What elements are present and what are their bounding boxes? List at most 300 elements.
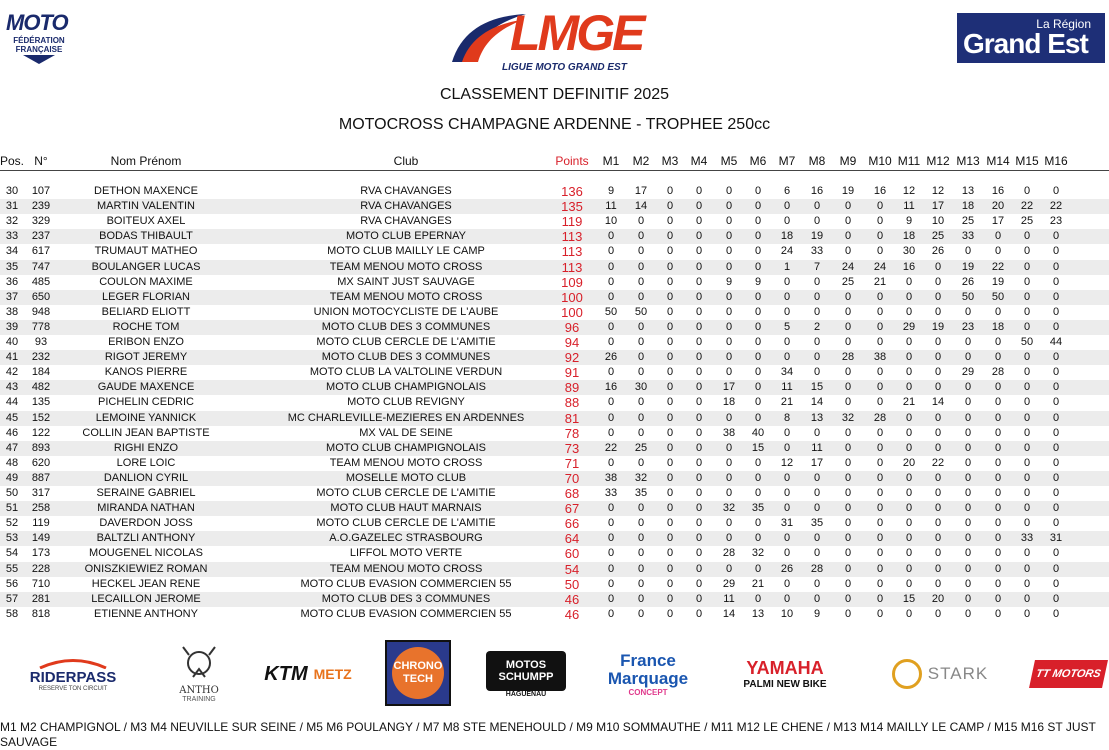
cell-pos: 33 <box>5 230 19 242</box>
table-row <box>0 426 1109 441</box>
cell-m3: 0 <box>666 261 674 273</box>
cell-name: BALTZLI ANTHONY <box>96 532 196 544</box>
cell-m2: 25 <box>634 442 648 454</box>
cell-m13: 0 <box>964 336 972 348</box>
cell-m14: 0 <box>994 487 1002 499</box>
cell-m12: 0 <box>934 563 942 575</box>
cell-m4: 0 <box>695 321 703 333</box>
cell-m7: 10 <box>780 608 794 620</box>
cell-m7: 5 <box>783 321 791 333</box>
cell-m15: 25 <box>1020 215 1034 227</box>
cell-m4: 0 <box>695 593 703 605</box>
cell-m4: 0 <box>695 517 703 529</box>
cell-m16: 0 <box>1052 276 1060 288</box>
col-m1: M1 <box>602 154 620 168</box>
cell-m14: 0 <box>994 517 1002 529</box>
grand-est-line2: Grand Est <box>963 28 1088 59</box>
cell-m8: 0 <box>813 336 821 348</box>
cell-num: 149 <box>31 532 51 544</box>
cell-m6: 0 <box>754 185 762 197</box>
cell-m16: 0 <box>1052 547 1060 559</box>
cell-m10: 0 <box>876 381 884 393</box>
cell-points: 64 <box>564 531 580 546</box>
cell-m9: 0 <box>844 457 852 469</box>
cell-m3: 0 <box>666 457 674 469</box>
cell-m15: 0 <box>1023 396 1031 408</box>
cell-m1: 0 <box>607 502 615 514</box>
col-m6: M6 <box>749 154 767 168</box>
cell-m15: 0 <box>1023 578 1031 590</box>
cell-club: MOTO CLUB REVIGNY <box>347 396 465 408</box>
cell-club: MOTO CLUB EVASION COMMERCIEN 55 <box>300 608 512 620</box>
cell-points: 100 <box>561 305 583 320</box>
table-row <box>0 501 1109 516</box>
cell-m14: 22 <box>991 261 1005 273</box>
cell-name: BODAS THIBAULT <box>99 230 193 242</box>
cell-m15: 0 <box>1023 291 1031 303</box>
cell-m2: 0 <box>637 276 645 288</box>
cell-m13: 33 <box>961 230 975 242</box>
cell-m11: 0 <box>905 547 913 559</box>
cell-m2: 0 <box>637 291 645 303</box>
antho-name: ANTHO <box>179 685 219 696</box>
cell-m6: 0 <box>754 306 762 318</box>
cell-m5: 0 <box>725 291 733 303</box>
cell-m7: 0 <box>783 276 791 288</box>
cell-m2: 0 <box>637 427 645 439</box>
cell-num: 173 <box>31 547 51 559</box>
cell-m12: 22 <box>931 457 945 469</box>
cell-name: DANLION CYRIL <box>103 472 189 484</box>
cell-m13: 0 <box>964 306 972 318</box>
cell-pos: 51 <box>5 502 19 514</box>
yamaha-name: YAMAHA <box>746 658 824 678</box>
sponsor-tt-motors <box>1030 640 1106 708</box>
cell-m6: 0 <box>754 215 762 227</box>
cell-m12: 0 <box>934 442 942 454</box>
cell-pos: 58 <box>5 608 19 620</box>
tt-motors-name: TT MOTORS <box>1029 660 1108 688</box>
chrono-tech-name: CHRONO TECH <box>392 647 444 699</box>
cell-m16: 0 <box>1052 578 1060 590</box>
cell-club: MOTO CLUB CERCLE DE L'AMITIE <box>316 336 496 348</box>
cell-name: MARTIN VALENTIN <box>97 200 195 212</box>
cell-m14: 0 <box>994 442 1002 454</box>
cell-m2: 0 <box>637 351 645 363</box>
cell-m13: 0 <box>964 487 972 499</box>
cell-m1: 0 <box>607 532 615 544</box>
table-row <box>0 260 1109 275</box>
cell-club: MOTO CLUB CHAMPIGNOLAIS <box>326 381 486 393</box>
sponsor-antho-training <box>168 640 230 708</box>
cell-points: 100 <box>561 290 583 305</box>
cell-m8: 14 <box>810 396 824 408</box>
cell-club: MOTO CLUB DES 3 COMMUNES <box>321 351 491 363</box>
cell-m12: 14 <box>931 396 945 408</box>
cell-m10: 0 <box>876 245 884 257</box>
cell-m13: 19 <box>961 261 975 273</box>
cell-m10: 0 <box>876 593 884 605</box>
cell-name: RIGHI ENZO <box>113 442 179 454</box>
cell-m12: 0 <box>934 472 942 484</box>
cell-m4: 0 <box>695 230 703 242</box>
cell-m14: 0 <box>994 230 1002 242</box>
col-m2: M2 <box>632 154 650 168</box>
riderpass-tagline: RESERVE TON CIRCUIT <box>38 685 108 692</box>
cell-m14: 19 <box>991 276 1005 288</box>
cell-name: HECKEL JEAN RENE <box>91 578 201 590</box>
cell-num: 135 <box>31 396 51 408</box>
cell-m6: 15 <box>751 442 765 454</box>
cell-club: RVA CHAVANGES <box>360 185 452 197</box>
cell-club: TEAM MENOU MOTO CROSS <box>329 563 483 575</box>
cell-points: 70 <box>564 471 580 486</box>
cell-m13: 0 <box>964 593 972 605</box>
cell-m15: 0 <box>1023 563 1031 575</box>
france-marquage-tagline: CONCEPT <box>628 687 668 697</box>
cell-m1: 0 <box>607 276 615 288</box>
sponsor-yamaha <box>735 640 835 708</box>
cell-num: 239 <box>31 200 51 212</box>
cell-m11: 0 <box>905 306 913 318</box>
cell-m11: 0 <box>905 442 913 454</box>
cell-m4: 0 <box>695 608 703 620</box>
cell-num: 329 <box>31 215 51 227</box>
cell-m1: 50 <box>604 306 618 318</box>
cell-m6: 0 <box>754 396 762 408</box>
cell-m4: 0 <box>695 366 703 378</box>
col-m5: M5 <box>720 154 738 168</box>
cell-num: 107 <box>31 185 51 197</box>
cell-m15: 0 <box>1023 547 1031 559</box>
table-row <box>0 592 1109 607</box>
cell-m2: 0 <box>637 336 645 348</box>
cell-m12: 0 <box>934 547 942 559</box>
cell-num: 620 <box>31 457 51 469</box>
cell-m15: 0 <box>1023 351 1031 363</box>
cell-m9: 0 <box>844 593 852 605</box>
cell-m4: 0 <box>695 185 703 197</box>
cell-pos: 54 <box>5 547 19 559</box>
cell-m8: 0 <box>813 366 821 378</box>
cell-m8: 0 <box>813 291 821 303</box>
cell-m15: 0 <box>1023 230 1031 242</box>
cell-m5: 0 <box>725 215 733 227</box>
cell-m11: 21 <box>902 396 916 408</box>
table-row <box>0 350 1109 365</box>
stark-name: STARK <box>927 664 989 683</box>
cell-m16: 0 <box>1052 261 1060 273</box>
cell-club: MOTO CLUB EPERNAY <box>345 230 466 242</box>
cell-m3: 0 <box>666 547 674 559</box>
cell-num: 122 <box>31 427 51 439</box>
cell-m11: 0 <box>905 366 913 378</box>
cell-m2: 0 <box>637 245 645 257</box>
cell-pos: 32 <box>5 215 19 227</box>
cell-club: TEAM MENOU MOTO CROSS <box>329 291 483 303</box>
cell-m9: 0 <box>844 547 852 559</box>
cell-m2: 0 <box>637 608 645 620</box>
cell-m5: 0 <box>725 487 733 499</box>
cell-m13: 0 <box>964 517 972 529</box>
col-m3: M3 <box>661 154 679 168</box>
cell-m8: 0 <box>813 472 821 484</box>
cell-m14: 0 <box>994 396 1002 408</box>
cell-m7: 24 <box>780 245 794 257</box>
cell-m9: 0 <box>844 381 852 393</box>
cell-m2: 0 <box>637 593 645 605</box>
cell-m14: 0 <box>994 336 1002 348</box>
cell-m6: 0 <box>754 532 762 544</box>
cell-m4: 0 <box>695 215 703 227</box>
cell-num: 948 <box>31 306 51 318</box>
cell-m10: 0 <box>876 487 884 499</box>
ffm-logo-text: MOTO <box>6 10 68 35</box>
cell-m10: 0 <box>876 578 884 590</box>
cell-num: 228 <box>31 563 51 575</box>
cell-m4: 0 <box>695 502 703 514</box>
cell-m2: 0 <box>637 366 645 378</box>
cell-m4: 0 <box>695 306 703 318</box>
cell-m14: 17 <box>991 215 1005 227</box>
cell-m11: 15 <box>902 593 916 605</box>
cell-m9: 32 <box>841 412 855 424</box>
cell-m13: 0 <box>964 245 972 257</box>
table-row <box>0 229 1109 244</box>
cell-m6: 0 <box>754 336 762 348</box>
cell-m1: 0 <box>607 412 615 424</box>
cell-m7: 0 <box>783 427 791 439</box>
cell-m7: 0 <box>783 487 791 499</box>
cell-m2: 0 <box>637 230 645 242</box>
cell-m3: 0 <box>666 351 674 363</box>
cell-m15: 0 <box>1023 517 1031 529</box>
cell-pos: 46 <box>5 427 19 439</box>
cell-m11: 0 <box>905 381 913 393</box>
cell-points: 113 <box>561 260 583 275</box>
cell-m3: 0 <box>666 306 674 318</box>
cell-club: MOTO CLUB LA VALTOLINE VERDUN <box>309 366 503 378</box>
table-row <box>0 562 1109 577</box>
cell-club: MX SAINT JUST SAUVAGE <box>337 276 475 288</box>
cell-name: KANOS PIERRE <box>104 366 188 378</box>
cell-m7: 0 <box>783 442 791 454</box>
cell-m11: 0 <box>905 412 913 424</box>
cell-name: LORE LOIC <box>116 457 176 469</box>
antho-tagline: TRAINING <box>182 696 216 703</box>
cell-m10: 0 <box>876 366 884 378</box>
cell-m16: 0 <box>1052 457 1060 469</box>
cell-m11: 0 <box>905 276 913 288</box>
cell-name: GAUDE MAXENCE <box>97 381 195 393</box>
cell-m3: 0 <box>666 245 674 257</box>
cell-m8: 7 <box>813 261 821 273</box>
cell-m3: 0 <box>666 276 674 288</box>
cell-pos: 35 <box>5 261 19 273</box>
cell-club: MC CHARLEVILLE-MEZIERES EN ARDENNES <box>287 412 525 424</box>
ffm-logo-subtitle: FÉDÉRATION FRANÇAISE <box>13 36 65 54</box>
cell-m7: 31 <box>780 517 794 529</box>
cell-m9: 0 <box>844 366 852 378</box>
cell-m10: 0 <box>876 563 884 575</box>
table-row <box>0 441 1109 456</box>
cell-points: 109 <box>561 275 583 290</box>
cell-m4: 0 <box>695 245 703 257</box>
cell-m1: 22 <box>604 442 618 454</box>
cell-m13: 26 <box>961 276 975 288</box>
cell-m11: 0 <box>905 563 913 575</box>
cell-m9: 0 <box>844 608 852 620</box>
cell-m2: 0 <box>637 412 645 424</box>
cell-pos: 30 <box>5 185 19 197</box>
cell-m12: 0 <box>934 578 942 590</box>
cell-m5: 0 <box>725 532 733 544</box>
cell-m14: 18 <box>991 321 1005 333</box>
cell-m15: 0 <box>1023 472 1031 484</box>
cell-m16: 0 <box>1052 442 1060 454</box>
cell-name: DETHON MAXENCE <box>94 185 198 197</box>
cell-m3: 0 <box>666 321 674 333</box>
cell-m7: 26 <box>780 563 794 575</box>
cell-m15: 0 <box>1023 487 1031 499</box>
cell-m9: 0 <box>844 306 852 318</box>
cell-m5: 0 <box>725 200 733 212</box>
cell-m1: 0 <box>607 261 615 273</box>
cell-m4: 0 <box>695 412 703 424</box>
cell-m2: 17 <box>634 185 648 197</box>
cell-m16: 0 <box>1052 502 1060 514</box>
ffm-chevron-icon <box>23 55 55 64</box>
cell-points: 89 <box>564 380 580 395</box>
cell-name: BOULANGER LUCAS <box>91 261 201 273</box>
cell-points: 60 <box>564 546 580 561</box>
cell-m1: 11 <box>605 200 617 212</box>
cell-m7: 0 <box>783 502 791 514</box>
cell-m12: 0 <box>934 351 942 363</box>
cell-club: MOTO CLUB EVASION COMMERCIEN 55 <box>300 578 512 590</box>
cell-m5: 11 <box>723 593 735 605</box>
cell-club: MX VAL DE SEINE <box>359 427 453 439</box>
cell-m3: 0 <box>666 336 674 348</box>
cell-m2: 0 <box>637 215 645 227</box>
cell-m16: 0 <box>1052 608 1060 620</box>
cell-m3: 0 <box>666 200 674 212</box>
cell-m1: 0 <box>607 336 615 348</box>
cell-m1: 0 <box>607 517 615 529</box>
cell-club: LIFFOL MOTO VERTE <box>349 547 463 559</box>
cell-m9: 0 <box>844 215 852 227</box>
cell-m8: 0 <box>813 200 821 212</box>
cell-pos: 56 <box>5 578 19 590</box>
cell-m7: 8 <box>783 412 791 424</box>
cell-m13: 0 <box>964 442 972 454</box>
cell-name: RIGOT JEREMY <box>104 351 188 363</box>
col-pos: Pos. <box>0 154 25 168</box>
table-row <box>0 607 1109 622</box>
cell-m5: 18 <box>722 396 736 408</box>
cell-pos: 37 <box>5 291 19 303</box>
cell-m1: 0 <box>607 321 615 333</box>
lmge-logo <box>448 4 664 74</box>
cell-m15: 0 <box>1023 276 1031 288</box>
cell-m9: 0 <box>844 321 852 333</box>
cell-m15: 50 <box>1020 336 1034 348</box>
table-row <box>0 305 1109 320</box>
cell-m3: 0 <box>666 578 674 590</box>
cell-m12: 0 <box>934 517 942 529</box>
cell-m10: 0 <box>876 200 884 212</box>
sponsor-motos-schumpp <box>486 640 566 708</box>
cell-m4: 0 <box>695 487 703 499</box>
cell-m13: 0 <box>964 472 972 484</box>
cell-m4: 0 <box>695 427 703 439</box>
cell-m8: 28 <box>810 563 824 575</box>
col-name: Nom Prénom <box>110 154 182 168</box>
cell-pos: 57 <box>5 593 19 605</box>
table-row <box>0 531 1109 546</box>
cell-m16: 0 <box>1052 593 1060 605</box>
cell-m16: 23 <box>1049 215 1063 227</box>
cell-m2: 30 <box>634 381 648 393</box>
cell-m1: 9 <box>607 185 615 197</box>
cell-m12: 0 <box>934 608 942 620</box>
cell-m5: 9 <box>725 276 733 288</box>
cell-m10: 24 <box>873 261 887 273</box>
cell-m5: 0 <box>725 336 733 348</box>
table-row <box>0 244 1109 259</box>
cell-m9: 0 <box>844 336 852 348</box>
cell-m8: 0 <box>813 487 821 499</box>
cell-m6: 32 <box>751 547 765 559</box>
cell-m6: 0 <box>754 261 762 273</box>
cell-m5: 32 <box>722 502 736 514</box>
cell-points: 71 <box>564 456 580 471</box>
cell-m7: 0 <box>783 336 791 348</box>
cell-m3: 0 <box>666 502 674 514</box>
cell-m12: 10 <box>931 215 945 227</box>
cell-m15: 0 <box>1023 366 1031 378</box>
cell-m7: 11 <box>781 381 793 393</box>
table-row <box>0 275 1109 290</box>
cell-m8: 2 <box>813 321 821 333</box>
cell-m7: 6 <box>783 185 791 197</box>
cell-m12: 0 <box>934 306 942 318</box>
cell-m7: 0 <box>783 532 791 544</box>
cell-m7: 0 <box>783 472 791 484</box>
cell-m14: 0 <box>994 547 1002 559</box>
cell-m8: 0 <box>813 306 821 318</box>
cell-m5: 29 <box>722 578 736 590</box>
cell-m9: 0 <box>844 200 852 212</box>
cell-points: 81 <box>564 411 580 426</box>
sponsor-riderpass <box>14 640 132 708</box>
grand-est-line1: La Région <box>1036 17 1091 31</box>
cell-m1: 16 <box>604 381 618 393</box>
cell-pos: 38 <box>5 306 19 318</box>
schumpp-city: HAGUENAU <box>505 690 547 698</box>
cell-m12: 0 <box>934 276 942 288</box>
table-row <box>0 199 1109 214</box>
cell-m8: 0 <box>813 532 821 544</box>
cell-m1: 0 <box>607 578 615 590</box>
cell-club: MOTO CLUB CERCLE DE L'AMITIE <box>316 487 496 499</box>
cell-m13: 0 <box>964 563 972 575</box>
cell-pos: 44 <box>5 396 19 408</box>
cell-m2: 14 <box>634 200 648 212</box>
cell-m1: 0 <box>607 457 615 469</box>
cell-m16: 0 <box>1052 412 1060 424</box>
cell-num: 747 <box>31 261 51 273</box>
